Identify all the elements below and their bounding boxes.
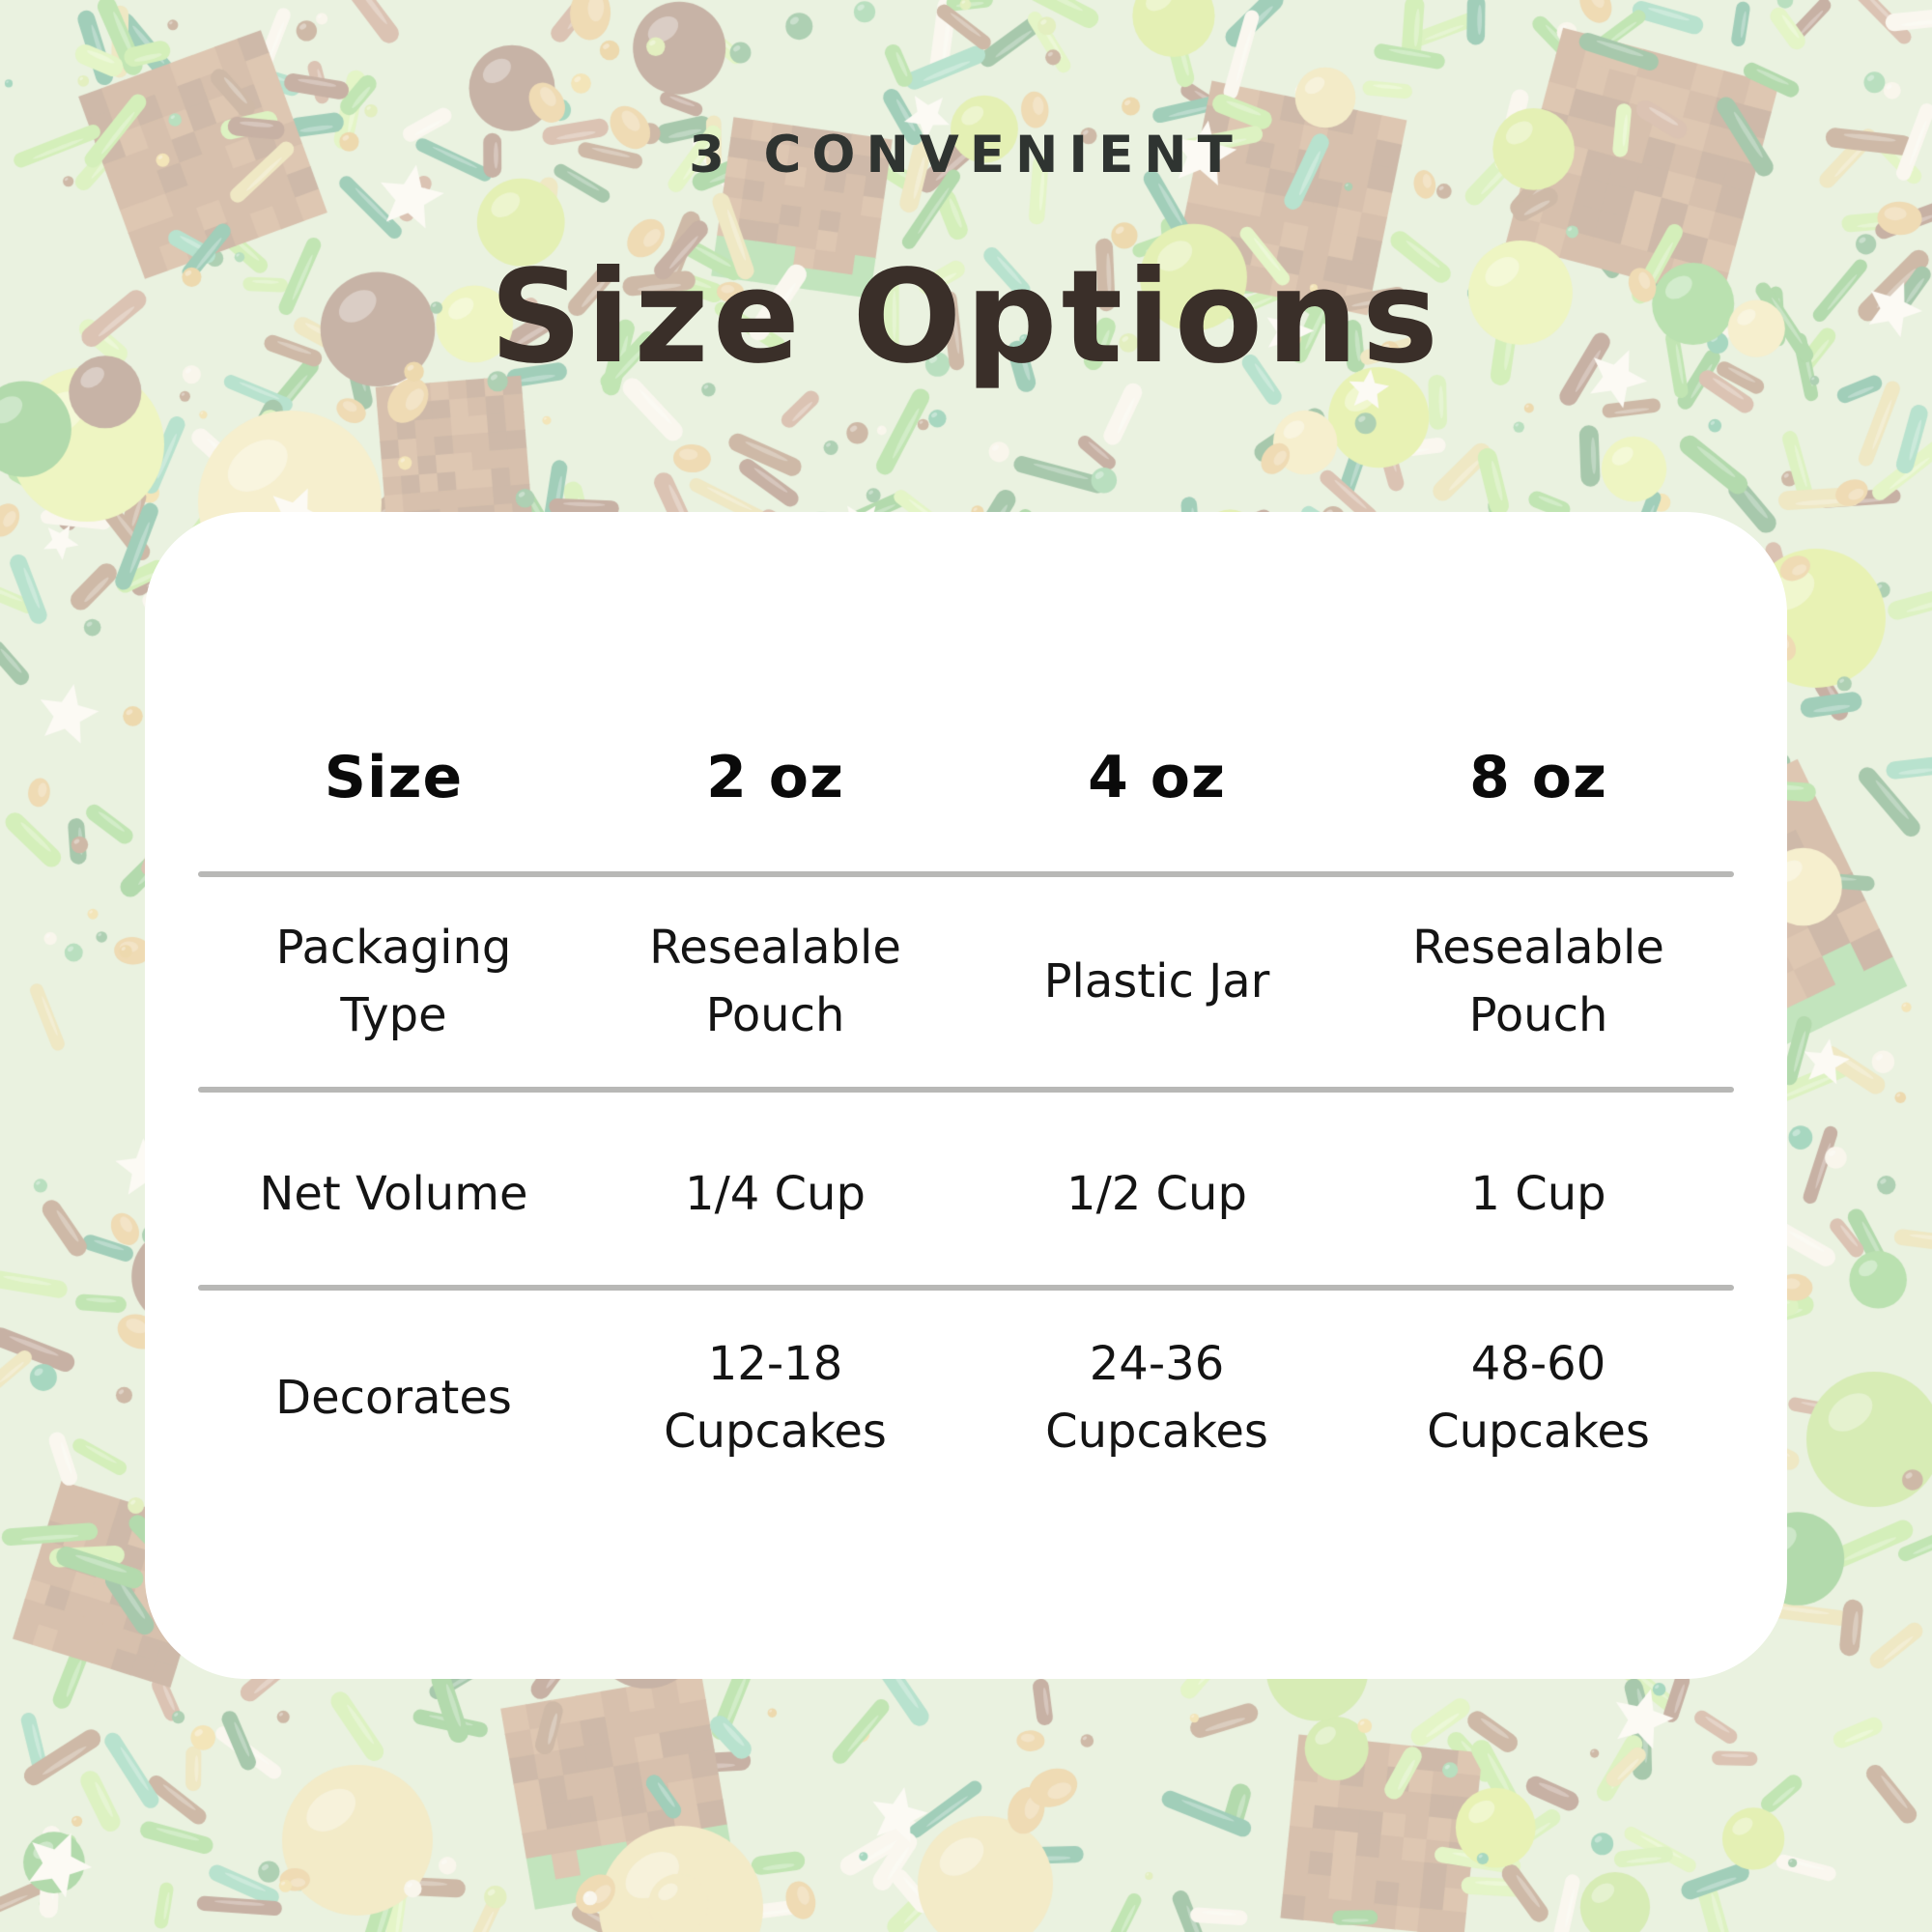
cell-volume-4oz: 1/2 Cup — [1066, 1167, 1247, 1221]
cell-decorates-4oz: 24-36 Cupcakes — [1045, 1337, 1268, 1459]
cell-volume-8oz: 1 Cup — [1470, 1167, 1606, 1221]
row-label-packaging-type: Packaging Type — [275, 921, 512, 1042]
cell-packaging-2oz: Resealable Pouch — [649, 921, 901, 1042]
cell-packaging-4oz: Plastic Jar — [1043, 954, 1270, 1009]
header-kicker: 3 CONVENIENT — [689, 126, 1243, 185]
column-header-2oz: 2 oz — [706, 744, 844, 811]
table-row-packaging-type — [203, 874, 1729, 1089]
column-header-size: Size — [324, 744, 464, 811]
cell-packaging-8oz: Resealable Pouch — [1412, 921, 1664, 1042]
table-row-net-volume — [203, 1090, 1729, 1298]
cell-decorates-8oz: 48-60 Cupcakes — [1427, 1337, 1650, 1459]
cell-volume-2oz: 1/4 Cup — [685, 1167, 866, 1221]
size-options-table-card — [145, 512, 1787, 1679]
table-row-decorates — [203, 1288, 1729, 1508]
page-title: Size Options — [490, 243, 1442, 392]
column-header-4oz: 4 oz — [1088, 744, 1226, 811]
column-header-8oz: 8 oz — [1469, 744, 1607, 811]
row-label-net-volume: Net Volume — [259, 1167, 528, 1221]
cell-decorates-2oz: 12-18 Cupcakes — [664, 1337, 887, 1459]
row-label-decorates: Decorates — [275, 1371, 512, 1425]
